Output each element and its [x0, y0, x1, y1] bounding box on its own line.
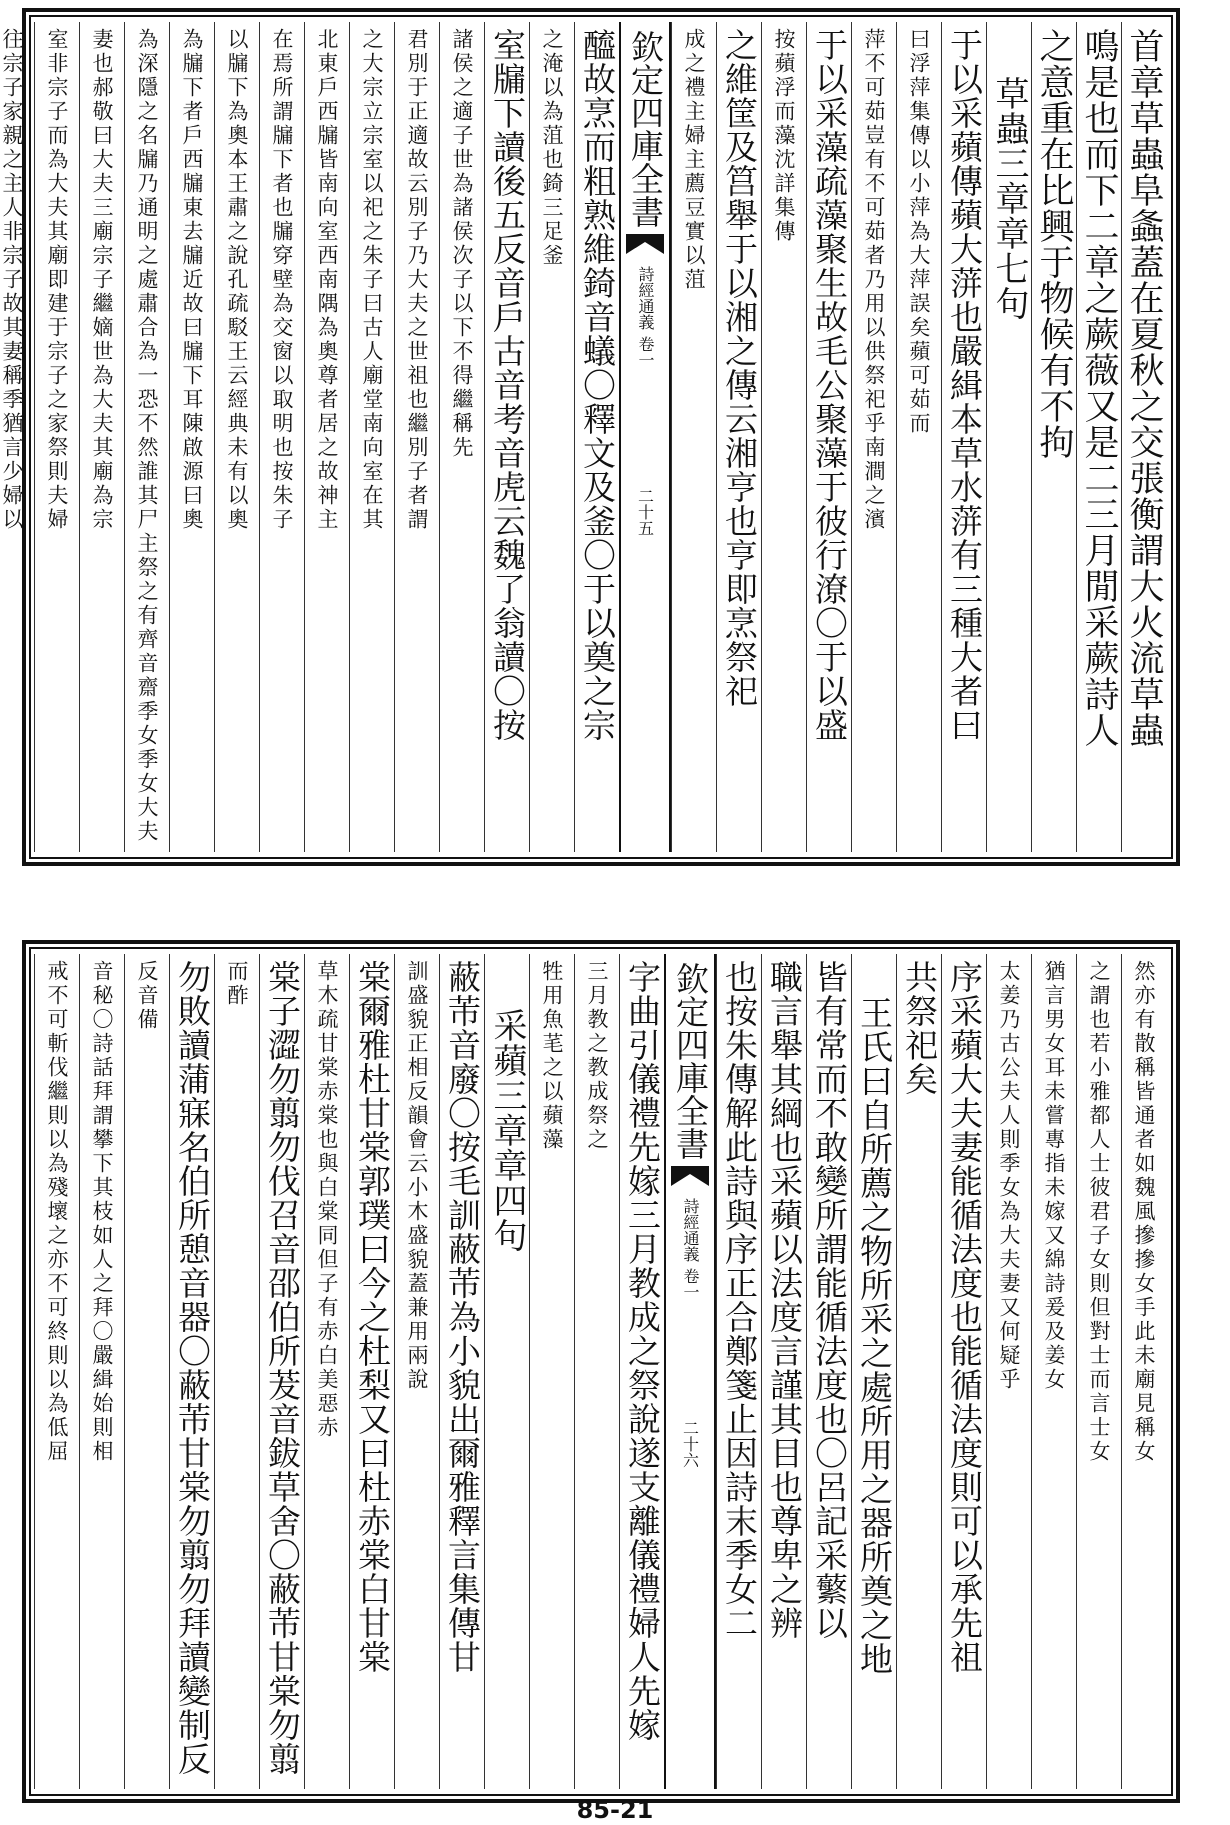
- commentary-column: 反音備: [135, 960, 159, 1032]
- top-col-8: [806, 22, 851, 852]
- bot-col-21: [169, 954, 214, 1789]
- commentary-column: 而酢: [225, 960, 249, 1008]
- bot-col-2: [1076, 954, 1121, 1789]
- text-column: 于以采蘋傳蘋大蓱也嚴緝本草水蓱有三種大者曰: [945, 28, 984, 742]
- library-title: 欽定四庫全書: [671, 962, 710, 1160]
- top-col-1: [1121, 22, 1166, 852]
- commentary-column: 妻也郝敬曰大夫三廟宗子繼嫡世為大夫其廟為宗: [90, 28, 114, 532]
- commentary-column: 諸侯之適子世為諸侯次子以下不得繼稱先: [450, 28, 474, 460]
- commentary-column: 在焉所謂牖下者也牖穿壁為交窗以取明也按朱子: [270, 28, 294, 532]
- bottom-center-fold: [664, 954, 716, 1789]
- text-column: 勿敗讀蒲寐名伯所憩音器〇蔽芾甘棠勿翦勿拜讀變制反: [173, 960, 212, 1776]
- text-column: 字曲引儀禮先嫁三月教成之祭說遂支離儀禮婦人先嫁: [623, 960, 662, 1742]
- text-column: 棠子澀勿翦勿伐召音邵伯所茇音鈸草舍〇蔽芾甘棠勿翦: [263, 960, 302, 1776]
- text-column: 職言舉其綱也采蘋以法度言謹其目也尊卑之辨: [765, 960, 804, 1640]
- commentary-column: 訓盛貌正相反韻會云小木盛貌蓋兼用兩說: [405, 960, 429, 1392]
- top-col-22: [124, 22, 169, 852]
- library-title: 欽定四庫全書: [626, 30, 665, 228]
- bot-col-7: [851, 954, 896, 1789]
- top-col-24: [34, 22, 79, 852]
- text-column: 蔽芾音廢〇按毛訓蔽芾為小貌出爾雅釋言集傳甘: [443, 960, 482, 1674]
- bot-col-12: [574, 954, 619, 1789]
- bot-col-20: [214, 954, 259, 1789]
- section-title: 采蘋三章章四句: [487, 1008, 527, 1253]
- commentary-column: 之謂也若小雅都人士彼君子女則但對士而言士女: [1087, 960, 1111, 1464]
- top-col-25: [0, 22, 34, 852]
- bot-col-22: [124, 954, 169, 1789]
- bot-col-18: [304, 954, 349, 1789]
- commentary-column: 三月教之教成祭之: [585, 960, 609, 1152]
- commentary-column: 為深隱之名牖乃通明之處肅合為一恐不然誰其尸主祭之有齊音齋季女季女大夫: [135, 28, 159, 844]
- bot-col-5: [941, 954, 986, 1789]
- scan-page-number: 85-21: [576, 1796, 654, 1824]
- top-page: [0, 8, 1180, 866]
- bot-col-6: [896, 954, 941, 1789]
- bot-col-10: [716, 954, 761, 1789]
- bot-col-17: [349, 954, 394, 1789]
- top-col-10: [716, 22, 761, 852]
- bot-col-9: [761, 954, 806, 1789]
- top-col-14: [484, 22, 529, 852]
- bottom-page: [22, 940, 1180, 1803]
- commentary-column: 君別于正適故云別子乃大夫之世祖也繼別子者謂: [405, 28, 429, 532]
- top-col-18: [304, 22, 349, 852]
- book-title: 詩經通義: [681, 1198, 700, 1262]
- text-column: 也按朱傳解此詩與序正合鄭箋止因詩末季女二: [720, 960, 759, 1640]
- top-col-23: [79, 22, 124, 852]
- top-col-15: [439, 22, 484, 852]
- top-col-21: [169, 22, 214, 852]
- top-col-20: [214, 22, 259, 852]
- bottom-columns: [36, 954, 1166, 1789]
- commentary-column: 猶言男女耳未嘗專指未嫁又綿詩爰及姜女: [1042, 960, 1066, 1392]
- bot-col-1: [1121, 954, 1166, 1789]
- top-col-12: [574, 22, 619, 852]
- fish-tail-mark-icon: [671, 1166, 709, 1186]
- top-col-7: [851, 22, 896, 852]
- bot-col-23: [79, 954, 124, 1789]
- top-col-2: [1076, 22, 1121, 852]
- volume-label: 卷一: [636, 336, 655, 368]
- text-column: 醯故烹而粗熟維錡音蟻〇釋文及釜〇于以奠之宗: [578, 28, 617, 742]
- text-column: 之意重在比興于物候有不拘: [1034, 28, 1074, 460]
- commentary-column: 然亦有散稱皆通者如魏風摻摻女手此未廟見稱女: [1132, 960, 1156, 1464]
- top-col-3: [1031, 22, 1076, 852]
- bot-col-13: [529, 954, 574, 1789]
- commentary-column: 北東戶西牖皆南向室西南隅為奧尊者居之故神主: [315, 28, 339, 532]
- commentary-column: 曰浮萍集傳以小萍為大萍誤矣蘋可茹而: [907, 28, 931, 436]
- book-title: 詩經通義: [636, 266, 655, 330]
- commentary-column: 牲用魚芼之以蘋藻: [540, 960, 564, 1152]
- commentary-column: 成之禮主婦主薦豆實以菹: [682, 28, 706, 292]
- text-column: 室牖下讀後五反音戶古音考音虎云魏了翁讀〇按: [488, 28, 527, 742]
- text-column: 之維筐及筥舉于以湘之傳云湘亨也亨即烹祭祀: [720, 28, 759, 708]
- bot-col-11: [619, 954, 664, 1789]
- top-col-17: [349, 22, 394, 852]
- page-number: 二十五: [635, 488, 655, 536]
- top-col-4: [986, 22, 1031, 852]
- top-col-19: [259, 22, 304, 852]
- text-column: 棠爾雅杜甘棠郭璞曰今之杜梨又曰杜赤棠白甘棠: [353, 960, 392, 1674]
- text-column: 王氏曰自所薦之物所采之處所用之器所奠之地: [855, 996, 894, 1676]
- bot-col-19: [259, 954, 304, 1789]
- commentary-column: 太姜乃古公夫人則季女為大夫妻又何疑乎: [997, 960, 1021, 1392]
- bot-col-16: [394, 954, 439, 1789]
- top-col-11: [671, 22, 716, 852]
- commentary-column: 按蘋浮而藻沈詳集傳: [772, 28, 796, 244]
- top-col-5: [941, 22, 986, 852]
- bot-col-24: [34, 954, 79, 1789]
- top-center-fold: [619, 22, 671, 852]
- commentary-column: 之大宗立宗室以祀之朱子曰古人廟堂南向室在其: [360, 28, 384, 532]
- commentary-column: 為牖下者戶西牖東去牖近故曰牖下耳陳啟源曰奧: [180, 28, 204, 532]
- text-column: 序采蘋大夫妻能循法度也能循法度則可以承先祖: [945, 960, 984, 1674]
- commentary-column: 戒不可斬伐繼則以為殘壞之亦不可終則以為低屈: [45, 960, 69, 1464]
- commentary-column: 萍不可茹豈有不可茹者乃用以供祭祀乎南澗之濱: [862, 28, 886, 532]
- section-title: 草蟲三章章七句: [989, 76, 1029, 321]
- bot-col-3: [1031, 954, 1076, 1789]
- text-column: 首章草蟲阜螽蓋在夏秋之交張衡謂大火流草蟲: [1124, 28, 1164, 748]
- top-col-13: [529, 22, 574, 852]
- bot-col-14: [484, 954, 529, 1789]
- commentary-column: 音秘〇詩話拜謂攀下其枝如人之拜〇嚴緝始則相: [90, 960, 114, 1464]
- volume-label: 卷一: [681, 1268, 700, 1300]
- bot-col-15: [439, 954, 484, 1789]
- top-columns: [0, 22, 1166, 852]
- bot-col-8: [806, 954, 851, 1789]
- bot-col-4: [986, 954, 1031, 1789]
- text-column: 皆有常而不敢變所謂能循法度也〇呂記采蘩以: [810, 960, 849, 1640]
- text-column: 共祭祀矣: [900, 960, 939, 1096]
- commentary-column: 往宗子家親之主人非宗子故其妻稱季猶言少婦以: [0, 28, 24, 532]
- text-column: 鳴是也而下二章之蕨薇又是二三月閒采蕨詩人: [1079, 28, 1119, 748]
- page-number: 二十六: [680, 1420, 700, 1468]
- commentary-column: 以牖下為奧本王肅之說孔疏駁王云經典未有以奧: [225, 28, 249, 532]
- top-col-16: [394, 22, 439, 852]
- commentary-column: 之淹以為菹也錡三足釜: [540, 28, 564, 268]
- top-col-9: [761, 22, 806, 852]
- fish-tail-mark-icon: [626, 234, 664, 254]
- commentary-column: 草木疏甘棠赤棠也與白棠同但子有赤白美惡赤: [315, 960, 339, 1440]
- commentary-column: 室非宗子而為大夫其廟即建于宗子之家祭則夫婦: [45, 28, 69, 532]
- text-column: 于以采藻疏藻聚生故毛公聚藻于彼行潦〇于以盛: [810, 28, 849, 742]
- top-col-6: [896, 22, 941, 852]
